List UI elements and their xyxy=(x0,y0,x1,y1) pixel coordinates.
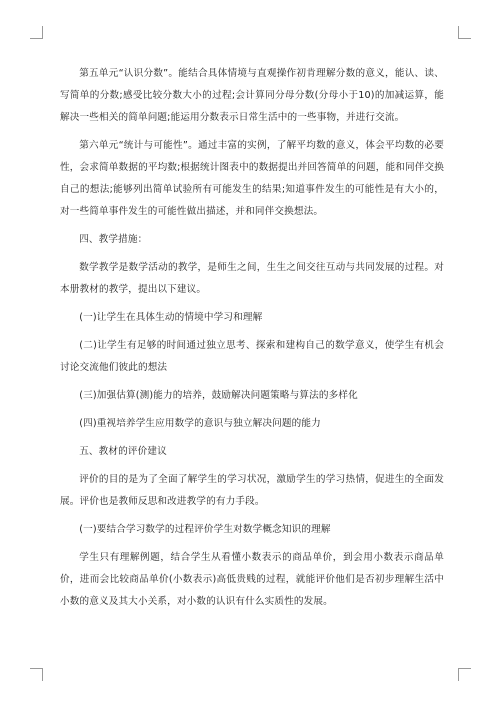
measure-item-4: (四)重视培养学生应用数学的意识与独立解决问题的能力 xyxy=(79,418,321,429)
measure-item-2: (二)让学生有足够的时间通过独立思考、探索和建构自己的数学意义，使学生有机会讨论交流他们彼此的想法 xyxy=(60,340,444,373)
paragraph-unit-five: 第五单元“认识分数”。能结合具体情境与直观操作初肯理解分数的意义，能认、读、写简单的分数;感受比较分数大小的过程;会计算同分母分数(分母小于10)的加减运算，能解决一些相关的简单问题;能运用分数表示日常生活中的一些事物，并进行交流。 xyxy=(60,68,444,123)
document-body xyxy=(60,63,444,619)
heading-teaching-measures: 四、教学措施： xyxy=(79,234,148,245)
paragraph-unit-six: 第六单元“统计与可能性”。通过丰富的实例，了解平均数的意义，体会平均数的必要性，会求简单数据的平均数;根据统计图表中的数据提出并回答简单的问题，能和同伴交换自己的想法;能够列出简单试验所有可能发生的结果;知道事件发生的可能性是有大小的，对一些简单事件发生的可能性做出描述，并和同伴交换想法。 xyxy=(60,140,444,217)
crop-mark-top-left xyxy=(30,26,43,39)
measure-item-1: (一)让学生在具体生动的情境中学习和理解 xyxy=(79,312,263,323)
crop-mark-bottom-left xyxy=(30,668,43,681)
paragraph-decimal-example: 学生只有理解例题，结合学生从看懂小数表示的商品单价，到会用小数表示商品单价，进而会比较商品单价(小数表示)高低贵贱的过程，就能评价他们是否初步理解生活中小数的意义及其大小关系，对小数的认识有什么实质性的发展。 xyxy=(60,552,444,607)
heading-evaluation: 五、教材的评价建议 xyxy=(79,446,167,457)
paragraph-teaching-intro: 数学教学是数学活动的教学，是师生之间，生生之间交往互动与共同发展的过程。对本册教材的教学，提出以下建议。 xyxy=(60,262,444,295)
measure-item-3: (三)加强估算(测)能力的培养，鼓励解决问题策略与算法的多样化 xyxy=(79,390,358,401)
evaluation-item-1: (一)要结合学习数学的过程评价学生对数学概念知识的理解 xyxy=(79,524,331,535)
paragraph-evaluation-purpose: 评价的目的是为了全面了解学生的学习状况，激励学生的学习热情，促进生的全面发展。评价也是教师反思和改进教学的有力手段。 xyxy=(60,474,444,507)
crop-mark-top-right xyxy=(458,26,471,39)
crop-mark-bottom-right xyxy=(458,668,471,681)
